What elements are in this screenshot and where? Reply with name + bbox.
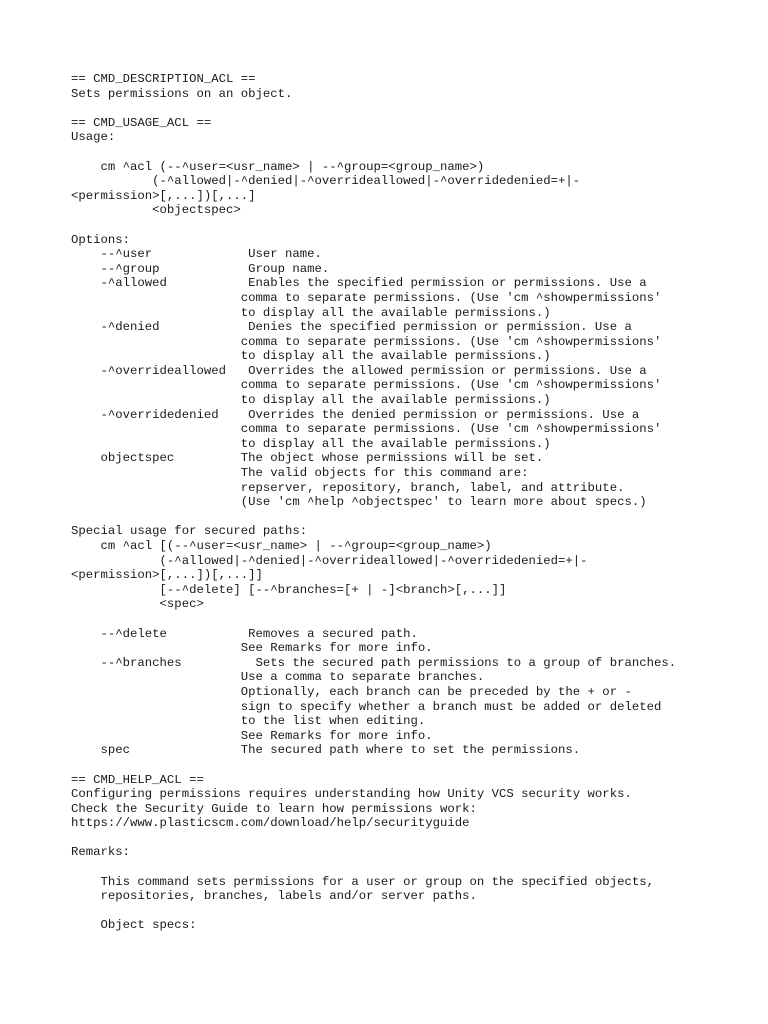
text-line: comma to separate permissions. (Use 'cm ^showpermissions' bbox=[71, 334, 662, 349]
text-line: to display all the available permissions.) bbox=[71, 305, 551, 320]
blank-line bbox=[71, 145, 751, 160]
text-line: to display all the available permissions.) bbox=[71, 349, 551, 364]
text-line: (-^allowed|-^denied|-^overrideallowed|-^overridedenied=+|- bbox=[71, 174, 581, 189]
text-line: objectspec The object whose permissions will be set. bbox=[71, 451, 544, 466]
text-line: == CMD_DESCRIPTION_ACL == bbox=[71, 72, 256, 86]
text-line: cm ^acl (--^user=<usr_name> | --^group=<group_name>) bbox=[71, 159, 485, 174]
text-line: Object specs: bbox=[71, 918, 197, 933]
text-line: repserver, repository, branch, label, and attribute. bbox=[71, 480, 625, 495]
text-line: == CMD_HELP_ACL == bbox=[71, 772, 204, 787]
text-line: comma to separate permissions. (Use 'cm ^showpermissions' bbox=[71, 378, 662, 393]
text-line: Check the Security Guide to learn how permissions work: bbox=[71, 801, 477, 816]
text-line: comma to separate permissions. (Use 'cm ^showpermissions' bbox=[71, 422, 662, 437]
text-line: -^denied Denies the specified permission or permission. Use a bbox=[71, 320, 632, 335]
text-line: Optionally, each branch can be preceded by the + or - bbox=[71, 684, 632, 699]
text-line: <permission>[,...])[,...] bbox=[71, 188, 256, 203]
text-line: --^group Group name. bbox=[71, 261, 330, 276]
text-line: to the list when editing. bbox=[71, 714, 426, 729]
text-line: See Remarks for more info. bbox=[71, 728, 433, 743]
text-line: This command sets permissions for a user or group on the specified objects, bbox=[71, 874, 654, 889]
blank-line bbox=[71, 758, 751, 773]
blank-line bbox=[71, 831, 751, 846]
text-line: cm ^acl [(--^user=<usr_name> | --^group=<group_name>) bbox=[71, 539, 492, 553]
text-line: to display all the available permissions.) bbox=[71, 436, 551, 451]
text-line: repositories, branches, labels and/or server paths. bbox=[71, 889, 477, 904]
text-line: -^overridedenied Overrides the denied permission or permissions. Use a bbox=[71, 407, 640, 422]
text-line: -^allowed Enables the specified permission or permissions. Use a bbox=[71, 276, 647, 291]
text-line: See Remarks for more info. bbox=[71, 641, 433, 656]
document-text bbox=[71, 72, 751, 933]
text-line: -^overrideallowed Overrides the allowed permission or permissions. Use a bbox=[71, 363, 647, 378]
text-line: --^user User name. bbox=[71, 247, 322, 262]
blank-line bbox=[71, 218, 751, 233]
blank-line bbox=[71, 510, 751, 525]
text-line: Special usage for secured paths: bbox=[71, 524, 308, 539]
text-line: spec The secured path where to set the permissions. bbox=[71, 743, 581, 758]
blank-line bbox=[71, 904, 751, 919]
text-line: [--^delete] [--^branches=[+ | -]<branch>[,...]] bbox=[71, 582, 507, 597]
text-line: Options: bbox=[71, 232, 131, 247]
text-line: --^delete Removes a secured path. bbox=[71, 626, 418, 641]
text-line: https://www.plasticscm.com/download/help/securityguide bbox=[71, 816, 470, 831]
text-line: (-^allowed|-^denied|-^overrideallowed|-^overridedenied=+|- bbox=[71, 553, 588, 568]
text-line: Configuring permissions requires understanding how Unity VCS security works. bbox=[71, 787, 632, 802]
blank-line bbox=[71, 612, 751, 627]
text-line: == CMD_USAGE_ACL == bbox=[71, 115, 212, 130]
text-line: Use a comma to separate branches. bbox=[71, 670, 485, 685]
text-line: Sets permissions on an object. bbox=[71, 86, 293, 101]
text-line: comma to separate permissions. (Use 'cm ^showpermissions' bbox=[71, 290, 662, 305]
text-line: (Use 'cm ^help ^objectspec' to learn more about specs.) bbox=[71, 495, 647, 510]
text-line: to display all the available permissions.) bbox=[71, 393, 551, 408]
text-line: <permission>[,...])[,...]] bbox=[71, 568, 263, 583]
blank-line bbox=[71, 101, 751, 116]
text-line: --^branches Sets the secured path permissions to a group of branches. bbox=[71, 655, 677, 670]
text-line: <objectspec> bbox=[71, 203, 241, 218]
blank-line bbox=[71, 860, 751, 875]
text-line: <spec> bbox=[71, 597, 204, 612]
text-line: The valid objects for this command are: bbox=[71, 466, 529, 481]
text-line: Remarks: bbox=[71, 845, 131, 860]
text-line: Usage: bbox=[71, 130, 116, 145]
text-line: sign to specify whether a branch must be added or deleted bbox=[71, 699, 662, 714]
